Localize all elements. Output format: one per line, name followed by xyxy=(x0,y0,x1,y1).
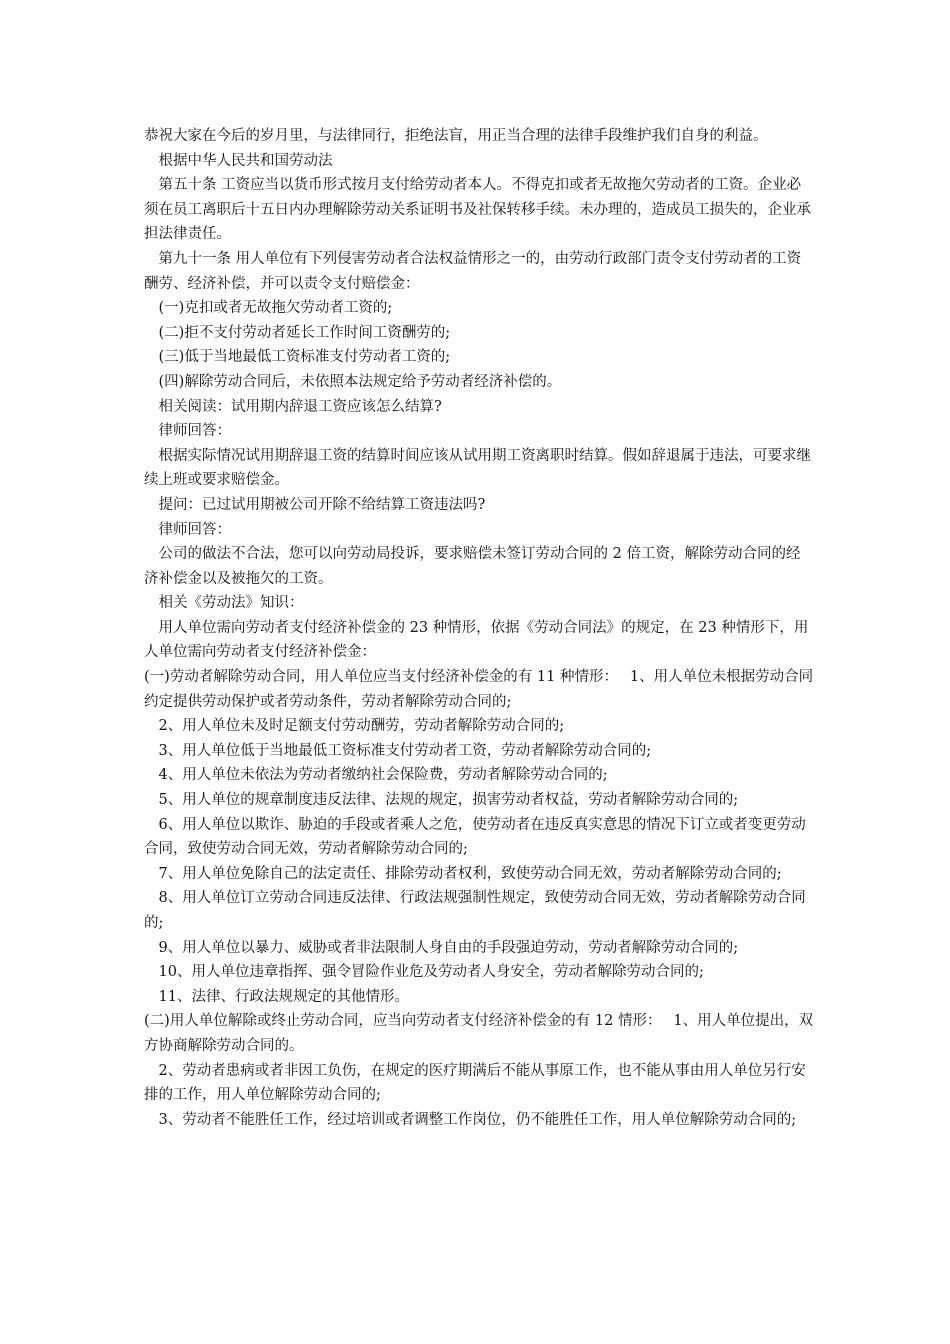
paragraph: 10、用人单位违章指挥、强令冒险作业危及劳动者人身安全，劳动者解除劳动合同的; xyxy=(158,964,704,981)
paragraph: (一)克扣或者无故拖欠劳动者工资的; xyxy=(158,300,393,317)
paragraph: 相关《劳动法》知识： xyxy=(158,595,304,612)
paragraph: 律师回答： xyxy=(158,521,231,538)
paragraph: 根据中华人民共和国劳动法 xyxy=(158,152,333,169)
paragraph: 9、用人单位以暴力、威胁或者非法限制人身自由的手段强迫劳动，劳动者解除劳动合同的; xyxy=(158,939,739,956)
paragraph: 第九十一条 用人单位有下列侵害劳动者合法权益情形之一的，由劳动行政部门责令支付劳动者的工资酬劳、经济补偿，并可以责令支付赔偿金： xyxy=(144,250,802,292)
paragraph: 律师回答： xyxy=(158,423,231,440)
paragraph: 3、劳动者不能胜任工作，经过培训或者调整工作岗位，仍不能胜任工作，用人单位解除劳动合同的; xyxy=(158,1111,797,1128)
paragraph: 用人单位需向劳动者支付经济补偿金的 23 种情形，依据《劳动合同法》的规定，在 23 种情形下，用人单位需向劳动者支付经济补偿金： xyxy=(144,619,809,661)
paragraph: 7、用人单位免除自己的法定责任、排除劳动者权利，致使劳动合同无效，劳动者解除劳动合同的; xyxy=(158,865,782,882)
paragraph: (二)用人单位解除或终止劳动合同，应当向劳动者支付经济补偿金的有 12 情形： 1、用人单位提出，双方协商解除劳动合同的。 xyxy=(144,1013,814,1054)
paragraph: 5、用人单位的规章制度违反法律、法规的规定，损害劳动者权益，劳动者解除劳动合同的; xyxy=(158,792,739,809)
paragraph: (四)解除劳动合同后，未依照本法规定给予劳动者经济补偿的。 xyxy=(158,373,562,390)
paragraph: 第五十条 工资应当以货币形式按月支付给劳动者本人。不得克扣或者无故拖欠劳动者的工资。企业必须在员工离职后十五日内办理解除劳动关系证明书及社保转移手续。未办理的，造成员工损失的，企业承担法律责任。 xyxy=(144,177,811,243)
paragraph: 2、劳动者患病或者非因工负伤，在规定的医疗期满后不能从事原工作，也不能从事由用人单位另行安排的工作，用人单位解除劳动合同的; xyxy=(144,1062,806,1104)
paragraph: (一)劳动者解除劳动合同，用人单位应当支付经济补偿金的有 11 种情形： 1、用人单位未根据劳动合同约定提供劳动保护或者劳动条件，劳动者解除劳动合同的; xyxy=(144,669,814,710)
paragraph: 3、用人单位低于当地最低工资标准支付劳动者工资，劳动者解除劳动合同的; xyxy=(158,742,652,759)
paragraph: 6、用人单位以欺诈、胁迫的手段或者乘人之危，使劳动者在违反真实意思的情况下订立或者变更劳动合同，致使劳动合同无效，劳动者解除劳动合同的; xyxy=(144,816,806,858)
paragraph: 相关阅读：试用期内辞退工资应该怎么结算? xyxy=(158,398,442,415)
paragraph: (三)低于当地最低工资标准支付劳动者工资的; xyxy=(158,349,451,366)
paragraph: 提问：已过试用期被公司开除不给结算工资违法吗? xyxy=(158,496,486,513)
paragraph: 公司的做法不合法，您可以向劳动局投诉，要求赔偿未签订劳动合同的 2 倍工资，解除劳动合同的经济补偿金以及被拖欠的工资。 xyxy=(144,546,801,587)
paragraph: (二)拒不支付劳动者延长工作时间工资酬劳的; xyxy=(158,324,451,341)
paragraph: 8、用人单位订立劳动合同违反法律、行政法规强制性规定，致使劳动合同无效，劳动者解除劳动合同的; xyxy=(144,890,806,931)
paragraph: 2、用人单位未及时足额支付劳动酬劳，劳动者解除劳动合同的; xyxy=(158,718,565,735)
paragraph: 根据实际情况试用期辞退工资的结算时间应该从试用期工资离职时结算。假如辞退属于违法，可要求继续上班或要求赔偿金。 xyxy=(144,447,811,489)
paragraph: 11、法律、行政法规规定的其他情形。 xyxy=(158,988,409,1005)
paragraph: 4、用人单位未依法为劳动者缴纳社会保险费，劳动者解除劳动合同的; xyxy=(158,767,608,784)
document-body xyxy=(144,124,814,1132)
paragraph: 恭祝大家在今后的岁月里，与法律同行，拒绝法盲，用正当合理的法律手段维护我们自身的利益。 xyxy=(144,128,768,144)
